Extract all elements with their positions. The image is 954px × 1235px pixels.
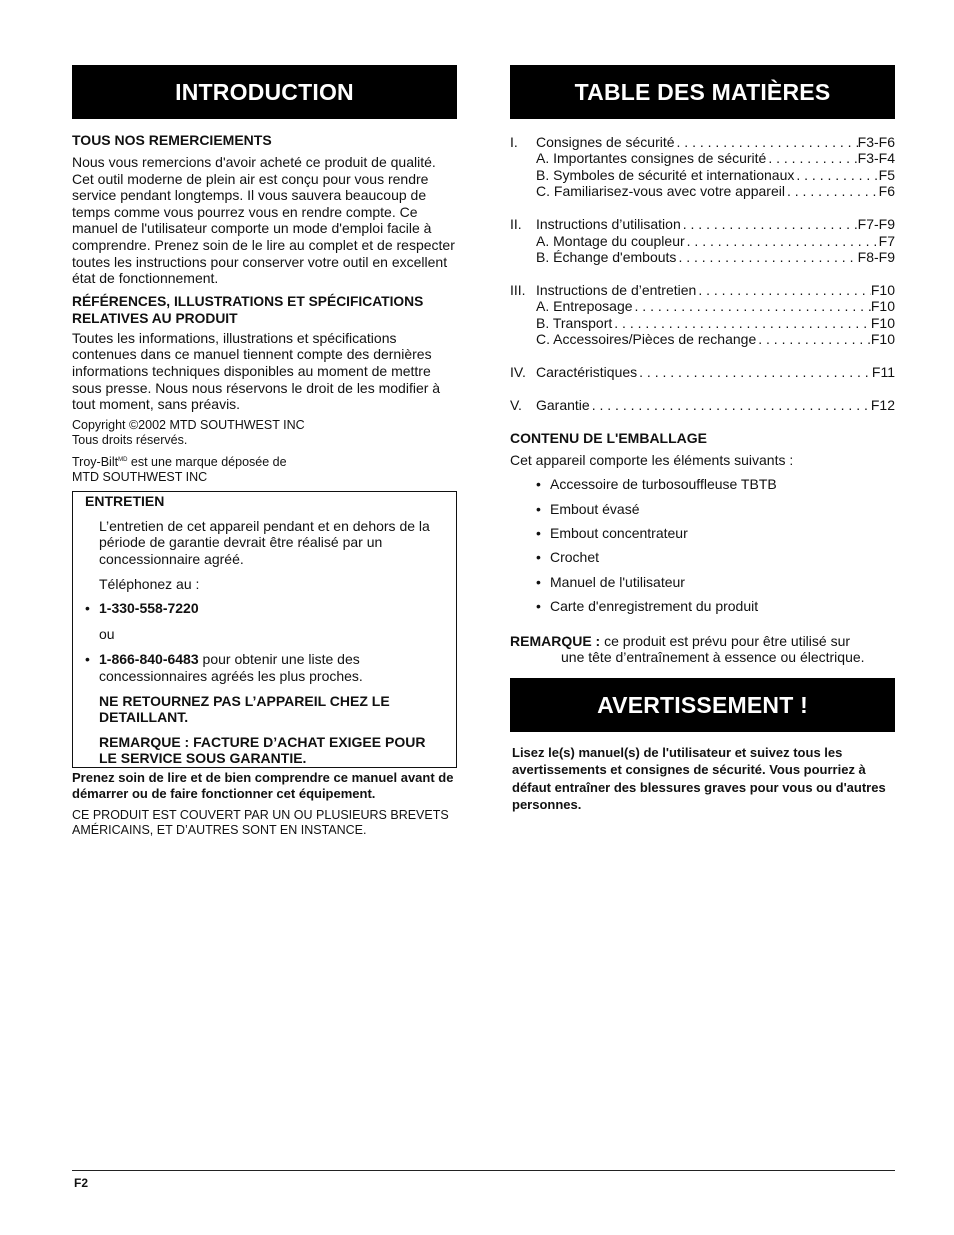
contents-item: • Manuel de l'utilisateur [536,573,685,590]
toc-sub-title: A. Entreposage [536,298,633,315]
rights-reserved: Tous droits réservés. [72,432,188,447]
phone-label: Téléphonez au : [99,575,200,592]
read-manual-warning: Prenez soin de lire et de bien comprendre ce manuel avant de démarrer ou de faire fonctionner cet équipement. [72,770,454,801]
thanks-heading: TOUS NOS REMERCIEMENTS [72,132,272,148]
toc-leader [696,282,871,298]
contents-item-label: Crochet [550,549,600,566]
contents-item: • Accessoire de turbosouffleuse TBTB [536,476,777,493]
contents-item: • Embout concentrateur [536,524,688,541]
introduction-banner: INTRODUCTION [72,65,457,119]
copyright-line: Copyright ©2002 MTD SOUTHWEST INC [72,417,305,432]
phone-number-1: 1-330-558-7220 [99,600,199,617]
trademark-brand: Troy-Bilt [72,454,119,469]
left-column [72,65,457,838]
trademark-rest: est une marque déposée de [127,454,287,469]
toc-leader [794,167,878,183]
toc-subentry [510,315,895,331]
warning-text: Lisez le(s) manuel(s) de l'utilisateur et suivez tous les avertissements et consignes de sécurité. Vous pourriez à défaut entraîner des blessures graves pour vous ou d'autres personnes. [512,745,886,813]
toc-entry [510,134,895,150]
trademark-line [72,453,457,470]
toc-leader [675,134,858,150]
toc-subentry [510,249,895,265]
toc-section [510,282,895,348]
service-heading: ENTRETIEN [85,492,165,509]
toc-sub-page: F10 [870,331,895,348]
remark-text-2: une tête d’entraînement à essence ou électrique. [561,649,865,666]
contents-intro: Cet appareil comporte les éléments suivants : [510,451,794,468]
patent-notice: CE PRODUIT EST COUVERT PAR UN OU PLUSIEURS BREVETS AMÉRICAINS, ET D’AUTRES SONT EN INSTANCE. [72,808,449,837]
toc-number: IV. [510,363,526,380]
toc-section [510,364,895,380]
service-box [72,491,457,768]
or-text: ou [99,625,115,642]
phone-2-text: pour obtenir une liste des concessionnaires agréés les plus proches. [99,651,363,685]
toc-page: F12 [870,396,895,413]
toc-leader [785,183,879,199]
toc-entry [510,364,895,380]
toc-subentry [510,167,895,183]
toc-leader [676,249,857,265]
toc-page: F11 [871,363,895,380]
toc-leader [637,364,872,380]
contents-list [510,476,895,613]
contents-item-label: Embout concentrateur [550,524,688,541]
service-text: L’entretien de cet appareil pendant et en dehors de la période de garantie devrait être réalisé par un concessionnaire agréé. [99,517,430,568]
toc-entry [510,397,895,413]
toc-sub-page: F10 [870,314,895,331]
phone-bullet-2: • 1-866-840-6483 pour obtenir une liste des concessionnaires agréés les plus proches. [85,651,363,685]
contents-item: • Embout évasé [536,500,640,517]
toc-number: I. [510,134,518,150]
toc-sub-page: F5 [878,166,895,183]
return-notice: NE RETOURNEZ PAS L’APPAREIL CHEZ LE DETAILLANT. [99,692,390,726]
toc-leader [633,298,871,314]
toc-title: Consignes de sécurité [536,134,675,150]
toc-sub-title: B. Échange d'embouts [536,248,677,265]
references-heading: RÉFÉRENCES, ILLUSTRATIONS ET SPÉCIFICATIONS RELATIVES AU PRODUIT [72,293,424,326]
toc-sub-title: B. Transport [536,314,613,331]
toc-section [510,397,895,413]
toc-sub-page: F7 [878,232,895,249]
toc-subentry [510,298,895,314]
toc-sub-page: F3-F4 [857,150,895,167]
contents-item-label: Accessoire de turbosouffleuse TBTB [550,476,777,493]
toc-number: V. [510,396,522,413]
toc-entry [510,216,895,232]
invoice-notice: REMARQUE : FACTURE D’ACHAT EXIGEE POUR LE SERVICE SOUS GARANTIE. [99,733,426,767]
remark-label: REMARQUE : [510,632,601,649]
contents-item-label: Embout évasé [550,500,640,517]
right-column [510,65,895,814]
toc-section [510,134,895,200]
phone-number-2: 1-866-840-6483 [99,651,199,668]
contents-item: • Carte d'enregistrement du produit [536,597,759,614]
toc-page: F7-F9 [857,216,895,233]
toc-leader [681,216,858,232]
toc-banner: TABLE DES MATIÈRES [510,65,895,119]
toc-leader [685,233,879,249]
trademark-company: MTD SOUTHWEST INC [72,469,208,484]
toc-title: Instructions d’utilisation [536,216,681,233]
toc-sub-title: A. Importantes consignes de sécurité [536,150,767,167]
references-text: Toutes les informations, illustrations et spécifications contenues dans ce manuel tiennent compte des dernières informations techniques disponibles au moment de mettre sous presse. Nous nous réservons le droit de les modifier à tout moment, sans préavis. [72,329,441,413]
warning-banner: AVERTISSEMENT ! [510,678,895,732]
toc-page: F3-F6 [857,134,895,150]
toc-leader [766,150,857,166]
toc-number: III. [510,281,526,298]
toc-section [510,216,895,265]
toc-subentry [510,150,895,166]
toc-sub-title: C. Accessoires/Pièces de rechange [536,331,757,348]
contents-heading: CONTENU DE L'EMBALLAGE [510,429,707,446]
toc-leader [612,315,871,331]
toc-subentry [510,233,895,249]
toc-sub-page: F10 [870,298,895,315]
toc-sub-page: F8-F9 [857,248,895,265]
footer-rule [72,1170,895,1171]
toc-leader [590,397,871,413]
toc-sub-page: F6 [878,183,895,200]
toc-leader [756,331,871,347]
toc-title: Instructions de d’entretien [536,281,697,298]
toc-title: Caractéristiques [536,363,638,380]
contents-item: • Crochet [536,549,600,566]
contents-item-label: Carte d'enregistrement du produit [550,597,759,614]
table-of-contents [510,134,895,413]
remark [510,633,895,650]
contents-item-label: Manuel de l'utilisateur [550,573,685,590]
toc-sub-title: C. Familiarisez-vous avec votre appareil [536,183,785,200]
toc-sub-title: A. Montage du coupleur [536,232,685,249]
toc-sub-title: B. Symboles de sécurité et internationaux [536,166,795,183]
toc-title: Garantie [536,396,590,413]
toc-number: II. [510,216,522,233]
toc-page: F10 [870,281,895,298]
toc-subentry [510,331,895,347]
thanks-text: Nous vous remercions d'avoir acheté ce produit de qualité. Cet outil moderne de plein air est conçu pour vous rendre service pendant longtemps. Il vous sauvera beaucoup de temps comme vous pourrez vous en rendre compte. Ce manuel de l'utilisateur comporte un mode d'emploi facile à comprendre. Prenez soin de le lire au complet et de respecter toutes les instructions pour conserver votre outil en excellent état de fonctionnement. [72,154,455,287]
toc-entry [510,282,895,298]
page-number: F2 [74,1176,89,1190]
phone-bullet-1: • 1-330-558-7220 [85,600,199,617]
remark-text-1: ce produit est prévu pour être utilisé sur [600,632,851,649]
toc-subentry [510,183,895,199]
trademark-sup: MD [118,456,128,463]
